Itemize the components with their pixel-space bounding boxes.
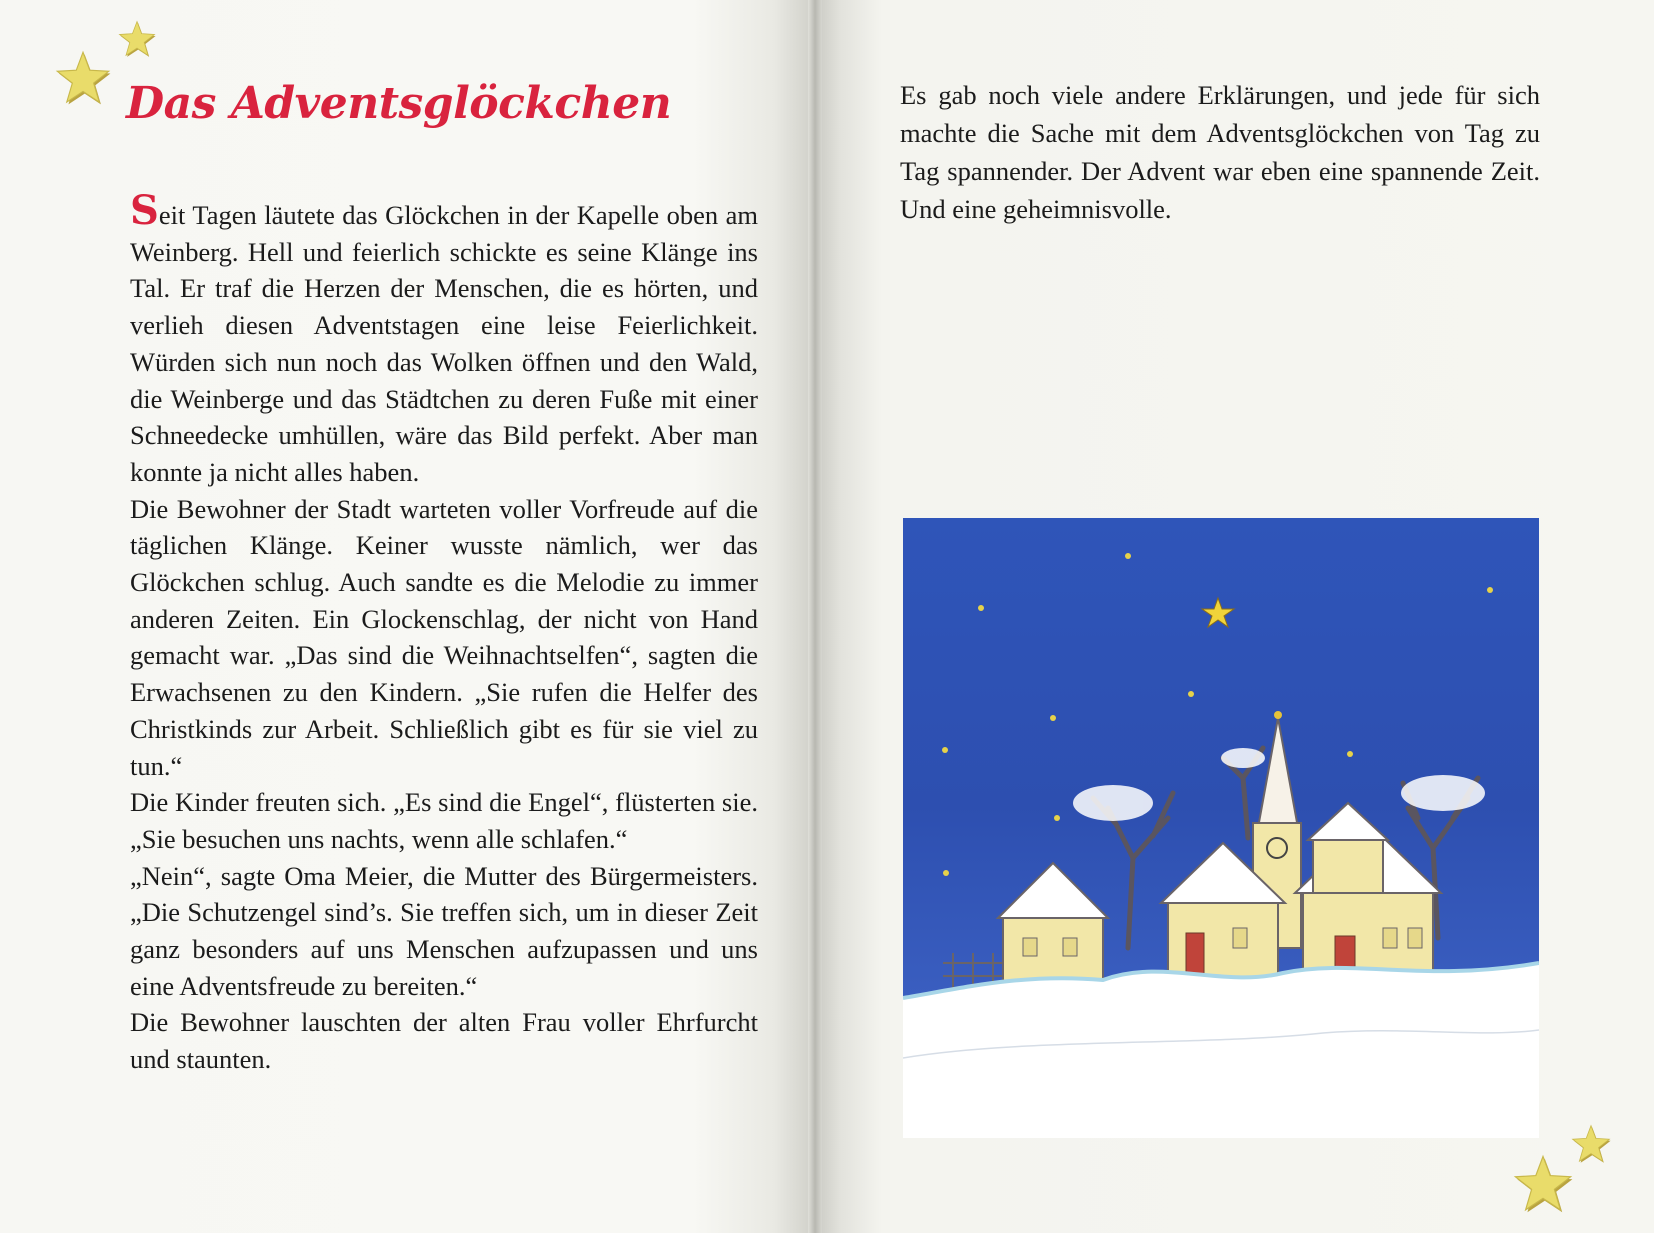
winter-village-illustration — [903, 518, 1539, 1138]
star-icon — [117, 20, 157, 58]
paragraph: Die Bewohner lauschten der alten Frau voller Ehrfurcht und staunten. — [130, 1007, 758, 1075]
paragraph-text: eit Tagen läutete das Glöckchen in der Kapelle oben am Weinberg. Hell und feierlich schickte es seine Klänge ins Tal. Er traf die Herzen der Menschen, die es hörten, und verlieh diesen Adventstagen eine leise Feierlichkeit. Würden sich nun noch das Wolken öffnen und den Wald, die Weinberge und das Städtchen zu deren Fuße mit einer Schneedecke umhüllen, wäre das Bild perfekt. Aber man konnte ja nicht alles haben. — [130, 200, 758, 487]
paragraph: „Nein“, sagte Oma Meier, die Mutter des Bürgermeisters. „Die Schutzengel sind’s. Sie treffen sich, um in dieser Zeit ganz besonders auf uns Menschen aufzupassen und uns eine Adventsfreude zu bereiten.“ — [130, 860, 758, 1001]
paragraph — [130, 187, 758, 491]
story-text-left — [130, 187, 758, 1078]
book-gutter — [808, 0, 822, 1233]
star-icon — [1570, 1124, 1612, 1164]
star-icon — [1512, 1154, 1574, 1214]
paragraph: Die Kinder freuten sich. „Es sind die Engel“, flüsterten sie. „Sie besuchen uns nachts, wenn alle schlafen.“ — [130, 787, 758, 854]
drop-cap: S — [130, 187, 159, 234]
paragraph: Die Bewohner der Stadt warteten voller Vorfreude auf die täglichen Klänge. Keiner wusste nämlich, wer das Glöckchen schlug. Auch sandte es die Melodie zu immer anderen Zeiten. Ein Glockenschlag, der nicht von Hand gemacht war. „Das sind die Weihnachtselfen“, sagten die Erwachsenen zu den Kindern. „Sie rufen die Helfer des Christkinds zur Arbeit. Schließlich gibt es für sie viel zu tun.“ — [130, 493, 758, 781]
star-icon — [54, 50, 112, 106]
page-title: Das Adventsglöckchen — [126, 78, 672, 129]
story-text-right: Es gab noch viele andere Erklärungen, und jede für sich machte die Sache mit dem Adventsglöckchen von Tag zu Tag spannender. Der Advent war eben eine spannende Zeit. Und eine geheimnisvolle. — [900, 80, 1540, 224]
